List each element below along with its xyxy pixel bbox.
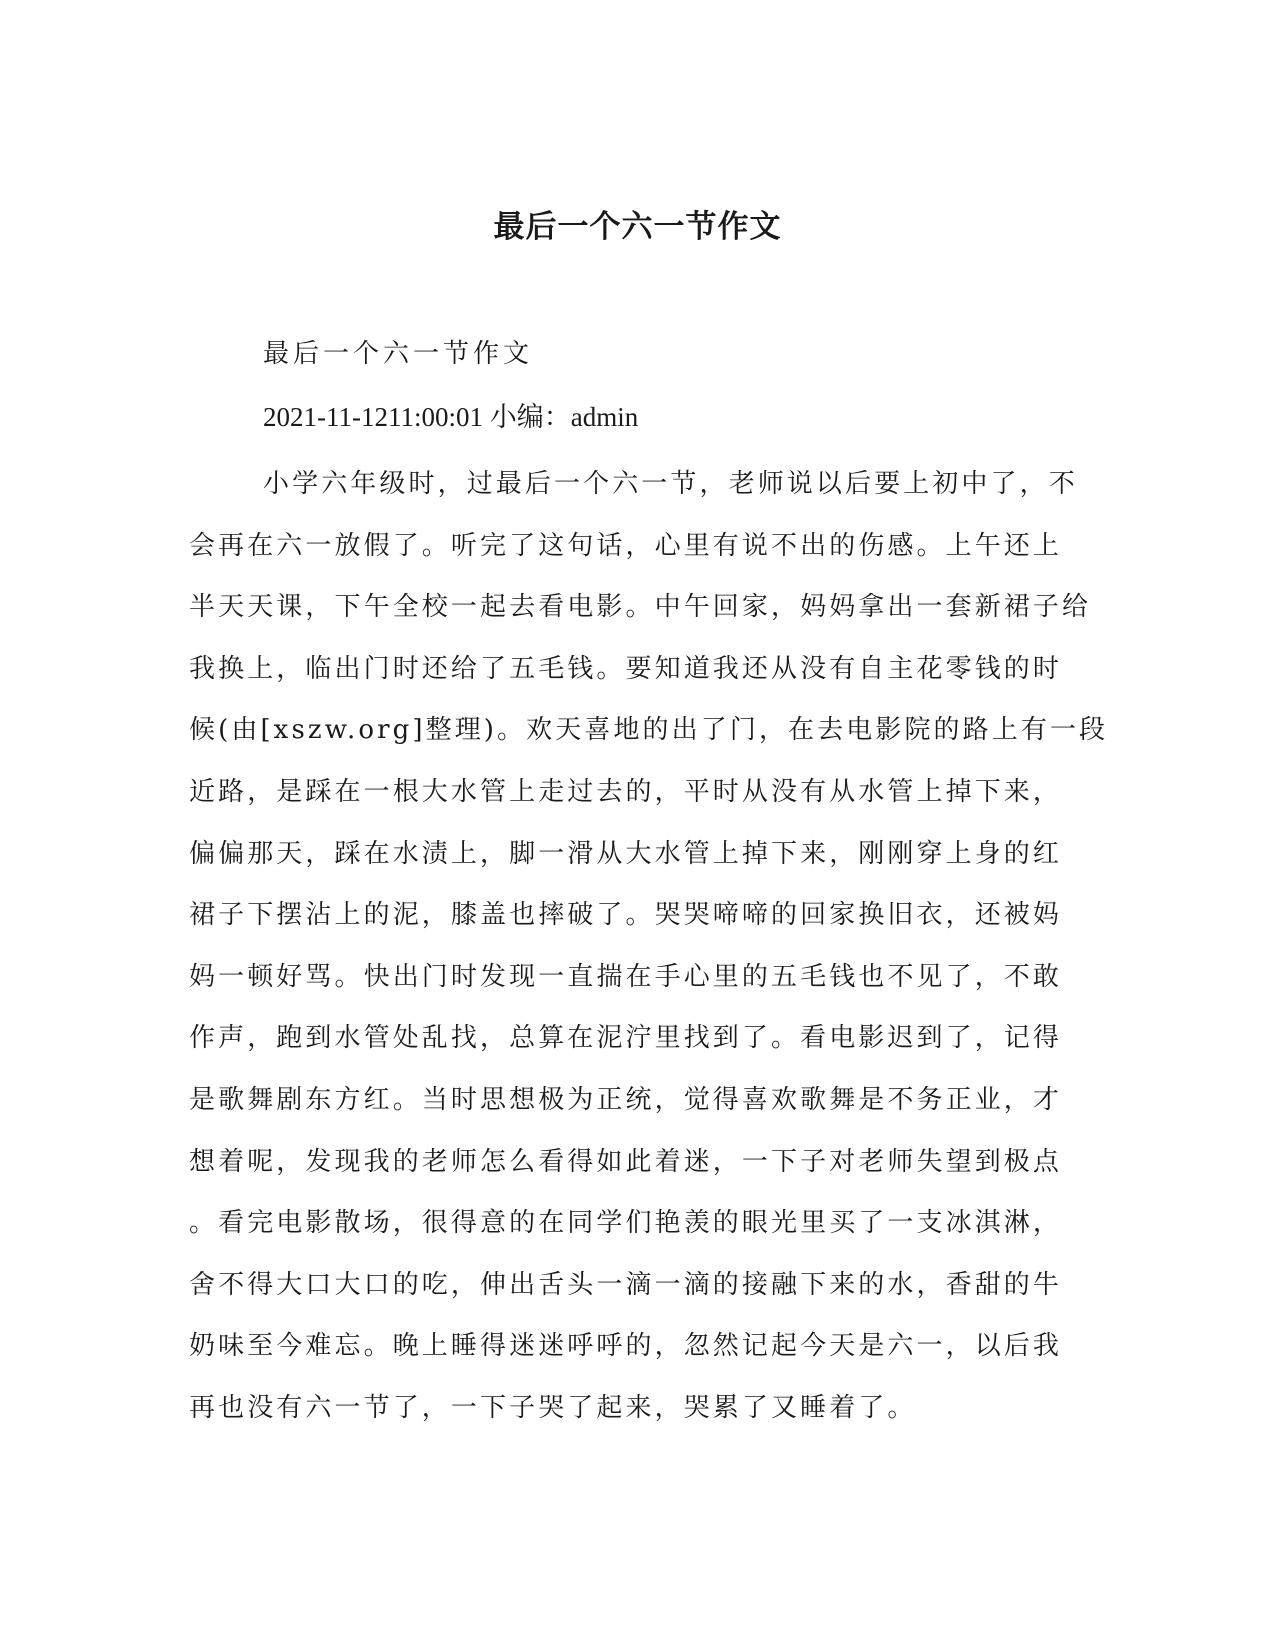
paragraph-line: 是歌舞剧东方红。当时思想极为正统，觉得喜欢歌舞是不务正业，才	[189, 1084, 1063, 1115]
paragraph-line: 奶味至今难忘。晚上睡得迷迷呼呼的，忽然记起今天是六一，以后我	[189, 1331, 1063, 1362]
paragraph-line: 想着呢，发现我的老师怎么看得如此着迷，一下子对老师失望到极点	[189, 1146, 1063, 1177]
paragraph-line: 我换上，临出门时还给了五毛钱。要知道我还从没有自主花零钱的时	[189, 653, 1063, 684]
paragraph-line: 作声，跑到水管处乱找，总算在泥泞里找到了。看电影迟到了，记得	[189, 1023, 1063, 1054]
paragraph-line: 近路，是踩在一根大水管上走过去的，平时从没有从水管上掉下来，	[189, 776, 1063, 807]
document-subtitle: 最后一个六一节作文	[263, 339, 534, 369]
paragraph-line: 会再在六一放假了。听完了这句话，心里有说不出的伤感。上午还上	[189, 530, 1063, 561]
paragraph-line: 偏偏那天，踩在水渍上，脚一滑从大水管上掉下来，刚刚穿上身的红	[189, 838, 1063, 869]
paragraph-line: 半天天课，下午全校一起去看电影。中午回家，妈妈拿出一套新裙子给	[189, 592, 1092, 623]
paragraph-line: 舍不得大口大口的吃，伸出舌头一滴一滴的接融下来的水，香甜的牛	[189, 1269, 1063, 1300]
publish-meta: 2021-11-1211:00:01 小编：admin	[263, 402, 639, 432]
paragraph-line: 。看完电影散场，很得意的在同学们艳羡的眼光里买了一支冰淇淋，	[189, 1208, 1063, 1239]
paragraph-line: 妈一顿好骂。快出门时发现一直揣在手心里的五毛钱也不见了，不敢	[189, 961, 1063, 992]
body-paragraph	[189, 454, 1109, 1440]
paragraph-line: 裙子下摆沾上的泥，膝盖也摔破了。哭哭啼啼的回家换旧衣，还被妈	[189, 900, 1063, 931]
document-title: 最后一个六一节作文	[493, 209, 782, 245]
paragraph-line: 再也没有六一节了，一下子哭了起来，哭累了又睡着了。	[189, 1392, 917, 1423]
paragraph-line: 候(由[xszw.org]整理)。欢天喜地的出了门，在去电影院的路上有一段	[189, 715, 1109, 746]
paragraph-line: 小学六年级时，过最后一个六一节，老师说以后要上初中了，不	[263, 469, 1078, 499]
